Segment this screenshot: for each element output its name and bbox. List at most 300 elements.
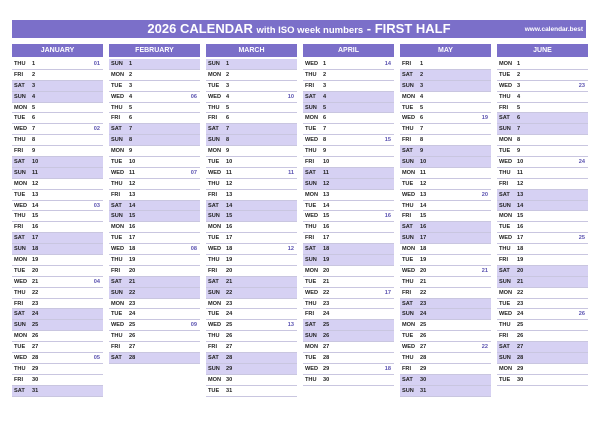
- day-row[interactable]: [206, 320, 297, 331]
- day-row[interactable]: [12, 277, 103, 288]
- day-row[interactable]: [497, 233, 588, 244]
- day-number: 14: [32, 202, 39, 209]
- day-row[interactable]: [400, 222, 491, 233]
- day-row[interactable]: [206, 179, 297, 190]
- weekday: THU: [402, 202, 414, 209]
- day-row[interactable]: [303, 266, 394, 277]
- weekday: TUE: [208, 387, 220, 394]
- day-row[interactable]: [206, 364, 297, 375]
- day-row[interactable]: [303, 135, 394, 146]
- day-row[interactable]: [497, 157, 588, 168]
- day-row[interactable]: [12, 386, 103, 397]
- day-row[interactable]: [400, 331, 491, 342]
- day-row[interactable]: [303, 288, 394, 299]
- day-row[interactable]: [400, 146, 491, 157]
- day-row[interactable]: [206, 386, 297, 397]
- day-row[interactable]: [109, 201, 200, 212]
- day-row[interactable]: [497, 146, 588, 157]
- weekday: MON: [305, 115, 319, 122]
- day-row[interactable]: [12, 255, 103, 266]
- weekday: WED: [14, 278, 28, 285]
- day-row[interactable]: [109, 59, 200, 70]
- day-number: 26: [323, 333, 330, 340]
- day-row[interactable]: [109, 168, 200, 179]
- day-row[interactable]: [497, 244, 588, 255]
- day-row[interactable]: [497, 201, 588, 212]
- week-number: 20: [481, 191, 488, 198]
- weekday: TUE: [111, 159, 123, 166]
- day-row[interactable]: [12, 113, 103, 124]
- day-row[interactable]: [109, 320, 200, 331]
- weekday: TUE: [402, 180, 414, 187]
- week-number: 01: [93, 61, 100, 67]
- day-row[interactable]: [400, 190, 491, 201]
- day-number: 10: [323, 159, 330, 166]
- day-row[interactable]: [109, 244, 200, 255]
- week-number: 08: [190, 246, 197, 253]
- weekday: FRI: [402, 365, 412, 372]
- day-row[interactable]: [109, 157, 200, 168]
- day-row[interactable]: [400, 81, 491, 92]
- weekday: MON: [14, 333, 28, 340]
- day-row[interactable]: [206, 103, 297, 114]
- day-row[interactable]: [12, 179, 103, 190]
- weekday: FRI: [111, 115, 121, 122]
- day-row[interactable]: [400, 233, 491, 244]
- day-row[interactable]: [303, 146, 394, 157]
- day-number: 9: [32, 148, 36, 155]
- day-row[interactable]: [12, 266, 103, 277]
- day-row[interactable]: [109, 70, 200, 81]
- weekday: THU: [208, 333, 220, 340]
- day-number: 29: [226, 365, 233, 372]
- day-row[interactable]: [497, 320, 588, 331]
- weekday: SUN: [14, 246, 26, 253]
- day-row[interactable]: [497, 255, 588, 266]
- day-number: 9: [323, 148, 327, 155]
- day-number: 13: [129, 191, 136, 198]
- day-row[interactable]: [206, 146, 297, 157]
- day-row[interactable]: [303, 244, 394, 255]
- day-number: 22: [32, 289, 39, 296]
- day-row[interactable]: [12, 146, 103, 157]
- weekday: TUE: [208, 235, 220, 242]
- day-row[interactable]: [109, 255, 200, 266]
- weekday: WED: [402, 344, 416, 351]
- weekday: SAT: [402, 224, 413, 231]
- week-number: 04: [93, 278, 100, 285]
- day-row[interactable]: [109, 146, 200, 157]
- day-row[interactable]: [400, 353, 491, 364]
- weekday: WED: [111, 169, 125, 176]
- day-row[interactable]: [206, 331, 297, 342]
- day-row[interactable]: [400, 70, 491, 81]
- weekday: SUN: [402, 159, 414, 166]
- day-row[interactable]: [12, 157, 103, 168]
- day-number: 8: [420, 137, 424, 144]
- day-row[interactable]: [12, 70, 103, 81]
- weekday: WED: [208, 246, 222, 253]
- weekday: FRI: [208, 115, 218, 122]
- day-row[interactable]: [206, 233, 297, 244]
- day-row[interactable]: [303, 103, 394, 114]
- day-number: 14: [420, 202, 427, 209]
- day-row[interactable]: [303, 331, 394, 342]
- weekday: WED: [208, 322, 222, 329]
- day-row[interactable]: [206, 92, 297, 103]
- day-row[interactable]: [12, 211, 103, 222]
- day-row[interactable]: [12, 353, 103, 364]
- day-row[interactable]: [303, 309, 394, 320]
- day-number: 27: [517, 344, 524, 351]
- day-row[interactable]: [206, 190, 297, 201]
- day-row[interactable]: [12, 342, 103, 353]
- day-number: 18: [129, 246, 136, 253]
- day-row[interactable]: [109, 92, 200, 103]
- weekday: MON: [499, 289, 513, 296]
- day-row[interactable]: [303, 157, 394, 168]
- day-row[interactable]: [206, 277, 297, 288]
- day-row[interactable]: [109, 81, 200, 92]
- day-number: 29: [32, 365, 39, 372]
- day-row[interactable]: [303, 299, 394, 310]
- day-number: 18: [226, 246, 233, 253]
- day-row[interactable]: [12, 244, 103, 255]
- day-number: 29: [323, 365, 330, 372]
- week-number: 05: [93, 355, 100, 362]
- day-row[interactable]: [497, 266, 588, 277]
- day-number: 24: [226, 311, 233, 318]
- day-row[interactable]: [12, 375, 103, 386]
- day-row[interactable]: [109, 288, 200, 299]
- weekday: FRI: [305, 159, 315, 166]
- week-number: 17: [384, 289, 391, 296]
- day-number: 25: [323, 322, 330, 329]
- weekday: FRI: [208, 344, 218, 351]
- day-row[interactable]: [400, 266, 491, 277]
- day-row[interactable]: [400, 135, 491, 146]
- day-row[interactable]: [303, 59, 394, 70]
- day-row[interactable]: [303, 375, 394, 386]
- day-row[interactable]: [400, 255, 491, 266]
- day-row[interactable]: [303, 353, 394, 364]
- day-number: 15: [32, 213, 39, 220]
- weekday: MON: [402, 93, 416, 100]
- weekday: SUN: [305, 180, 317, 187]
- day-row[interactable]: [303, 81, 394, 92]
- day-row[interactable]: [109, 113, 200, 124]
- day-row[interactable]: [303, 168, 394, 179]
- weekday: SAT: [402, 300, 413, 307]
- weekday: THU: [305, 300, 317, 307]
- day-row[interactable]: [303, 113, 394, 124]
- day-row[interactable]: [206, 266, 297, 277]
- day-number: 18: [517, 246, 524, 253]
- day-number: 1: [420, 61, 424, 67]
- day-row[interactable]: [497, 103, 588, 114]
- weekday: MON: [14, 180, 28, 187]
- weekday: SUN: [111, 213, 123, 220]
- day-row[interactable]: [497, 342, 588, 353]
- weekday: SAT: [14, 235, 25, 242]
- day-row[interactable]: [12, 124, 103, 135]
- day-number: 3: [323, 82, 327, 89]
- weekday: WED: [305, 61, 319, 67]
- weekday: MON: [402, 322, 416, 329]
- day-row[interactable]: [206, 255, 297, 266]
- day-row[interactable]: [206, 81, 297, 92]
- day-number: 26: [226, 333, 233, 340]
- day-number: 5: [129, 104, 133, 111]
- day-row[interactable]: [497, 222, 588, 233]
- weekday: MON: [305, 344, 319, 351]
- day-row[interactable]: [12, 190, 103, 201]
- day-row[interactable]: [400, 299, 491, 310]
- day-number: 15: [323, 213, 330, 220]
- day-row[interactable]: [206, 299, 297, 310]
- weekday: THU: [499, 169, 511, 176]
- day-row[interactable]: [400, 179, 491, 190]
- day-row[interactable]: [400, 92, 491, 103]
- day-row[interactable]: [303, 190, 394, 201]
- weekday: SAT: [402, 148, 413, 155]
- day-number: 3: [129, 82, 133, 89]
- day-row[interactable]: [497, 288, 588, 299]
- day-row[interactable]: [303, 179, 394, 190]
- day-row[interactable]: [303, 277, 394, 288]
- day-row[interactable]: [303, 364, 394, 375]
- weekday: FRI: [14, 148, 24, 155]
- day-row[interactable]: [497, 168, 588, 179]
- day-row[interactable]: [497, 59, 588, 70]
- day-row[interactable]: [109, 179, 200, 190]
- weekday: TUE: [402, 104, 414, 111]
- day-number: 24: [517, 311, 524, 318]
- day-row[interactable]: [303, 233, 394, 244]
- day-row[interactable]: [12, 103, 103, 114]
- day-row[interactable]: [497, 179, 588, 190]
- weekday: MON: [111, 224, 125, 231]
- site-url[interactable]: www.calendar.best: [524, 26, 583, 33]
- day-row[interactable]: [303, 342, 394, 353]
- day-row[interactable]: [12, 222, 103, 233]
- day-row[interactable]: [303, 255, 394, 266]
- day-row[interactable]: [497, 353, 588, 364]
- day-row[interactable]: [400, 244, 491, 255]
- day-row[interactable]: [400, 113, 491, 124]
- day-row[interactable]: [109, 266, 200, 277]
- day-row[interactable]: [109, 211, 200, 222]
- day-number: 6: [226, 115, 230, 122]
- day-row[interactable]: [12, 59, 103, 70]
- day-number: 25: [420, 322, 427, 329]
- day-row[interactable]: [109, 299, 200, 310]
- week-number: 16: [384, 213, 391, 220]
- weekday: SAT: [305, 246, 316, 253]
- weekday: WED: [208, 169, 222, 176]
- day-row[interactable]: [400, 309, 491, 320]
- day-row[interactable]: [400, 375, 491, 386]
- day-row[interactable]: [400, 320, 491, 331]
- day-row[interactable]: [109, 124, 200, 135]
- day-row[interactable]: [12, 201, 103, 212]
- day-row[interactable]: [400, 59, 491, 70]
- weekday: SUN: [208, 61, 220, 67]
- day-row[interactable]: [400, 277, 491, 288]
- day-number: 17: [32, 235, 39, 242]
- day-row[interactable]: [400, 288, 491, 299]
- month-name: FEBRUARY: [109, 44, 200, 57]
- day-number: 12: [323, 180, 330, 187]
- day-row[interactable]: [497, 70, 588, 81]
- day-row[interactable]: [303, 211, 394, 222]
- week-number: 07: [190, 169, 197, 176]
- day-row[interactable]: [497, 364, 588, 375]
- day-row[interactable]: [303, 320, 394, 331]
- day-row[interactable]: [497, 309, 588, 320]
- weekday: TUE: [499, 300, 511, 307]
- day-row[interactable]: [109, 331, 200, 342]
- day-row[interactable]: [12, 81, 103, 92]
- day-number: 13: [517, 191, 524, 198]
- weekday: SUN: [208, 365, 220, 372]
- weekday: TUE: [208, 82, 220, 89]
- day-row[interactable]: [497, 81, 588, 92]
- day-number: 23: [129, 300, 136, 307]
- day-row[interactable]: [12, 288, 103, 299]
- day-row[interactable]: [303, 70, 394, 81]
- day-number: 16: [32, 224, 39, 231]
- day-number: 23: [517, 300, 524, 307]
- day-row[interactable]: [12, 320, 103, 331]
- day-row[interactable]: [400, 168, 491, 179]
- weekday: SAT: [208, 355, 219, 362]
- day-row[interactable]: [206, 157, 297, 168]
- weekday: FRI: [402, 213, 412, 220]
- day-row[interactable]: [497, 124, 588, 135]
- day-row[interactable]: [497, 277, 588, 288]
- day-number: 27: [32, 344, 39, 351]
- week-number: 26: [578, 311, 585, 318]
- day-row[interactable]: [109, 309, 200, 320]
- day-row[interactable]: [497, 299, 588, 310]
- day-number: 21: [420, 278, 427, 285]
- day-row[interactable]: [497, 331, 588, 342]
- day-row[interactable]: [109, 103, 200, 114]
- day-row[interactable]: [109, 342, 200, 353]
- weekday: MON: [208, 376, 222, 383]
- weekday: FRI: [305, 235, 315, 242]
- day-number: 3: [226, 82, 230, 89]
- day-row[interactable]: [109, 135, 200, 146]
- day-row[interactable]: [206, 124, 297, 135]
- weekday: FRI: [14, 300, 24, 307]
- day-row[interactable]: [206, 70, 297, 81]
- day-row[interactable]: [400, 342, 491, 353]
- day-row[interactable]: [206, 309, 297, 320]
- day-number: 30: [323, 376, 330, 383]
- weekday: THU: [305, 148, 317, 155]
- day-row[interactable]: [109, 233, 200, 244]
- day-row[interactable]: [303, 92, 394, 103]
- day-row[interactable]: [497, 190, 588, 201]
- day-row[interactable]: [497, 92, 588, 103]
- day-row[interactable]: [206, 244, 297, 255]
- day-row[interactable]: [12, 309, 103, 320]
- day-row[interactable]: [497, 113, 588, 124]
- day-row[interactable]: [303, 124, 394, 135]
- day-row[interactable]: [497, 375, 588, 386]
- day-row[interactable]: [206, 113, 297, 124]
- day-row[interactable]: [400, 103, 491, 114]
- day-row[interactable]: [400, 386, 491, 397]
- weekday: SAT: [208, 126, 219, 133]
- weekday: THU: [305, 224, 317, 231]
- weekday: MON: [499, 365, 513, 372]
- day-row[interactable]: [206, 342, 297, 353]
- day-row[interactable]: [400, 211, 491, 222]
- day-row[interactable]: [206, 201, 297, 212]
- day-row[interactable]: [497, 135, 588, 146]
- day-row[interactable]: [109, 190, 200, 201]
- day-row[interactable]: [109, 353, 200, 364]
- day-row[interactable]: [206, 168, 297, 179]
- day-row[interactable]: [12, 92, 103, 103]
- day-row[interactable]: [206, 211, 297, 222]
- month-january: [12, 44, 103, 397]
- weekday: FRI: [208, 267, 218, 274]
- day-row[interactable]: [12, 331, 103, 342]
- day-number: 26: [32, 333, 39, 340]
- month-name: APRIL: [303, 44, 394, 57]
- day-row[interactable]: [206, 288, 297, 299]
- day-row[interactable]: [400, 201, 491, 212]
- day-number: 6: [323, 115, 327, 122]
- weekday: WED: [402, 115, 416, 122]
- day-row[interactable]: [206, 375, 297, 386]
- day-number: 17: [129, 235, 136, 242]
- day-row[interactable]: [206, 353, 297, 364]
- day-row[interactable]: [12, 233, 103, 244]
- weekday: TUE: [208, 311, 220, 318]
- weekday: SUN: [14, 93, 26, 100]
- week-number: 19: [481, 115, 488, 122]
- day-row[interactable]: [400, 157, 491, 168]
- weekday: MON: [499, 213, 513, 220]
- day-row[interactable]: [400, 124, 491, 135]
- day-row[interactable]: [109, 277, 200, 288]
- day-row[interactable]: [206, 135, 297, 146]
- day-number: 28: [420, 355, 427, 362]
- weekday: WED: [305, 137, 319, 144]
- day-number: 19: [517, 257, 524, 264]
- day-row[interactable]: [12, 135, 103, 146]
- day-row[interactable]: [303, 222, 394, 233]
- day-row[interactable]: [12, 364, 103, 375]
- day-row[interactable]: [497, 211, 588, 222]
- day-row[interactable]: [303, 201, 394, 212]
- week-number: 21: [481, 267, 488, 274]
- day-row[interactable]: [109, 222, 200, 233]
- day-row[interactable]: [12, 168, 103, 179]
- day-row[interactable]: [400, 364, 491, 375]
- day-row[interactable]: [12, 299, 103, 310]
- day-row[interactable]: [206, 59, 297, 70]
- day-number: 22: [129, 289, 136, 296]
- weekday: SUN: [208, 289, 220, 296]
- day-row[interactable]: [206, 222, 297, 233]
- day-number: 16: [323, 224, 330, 231]
